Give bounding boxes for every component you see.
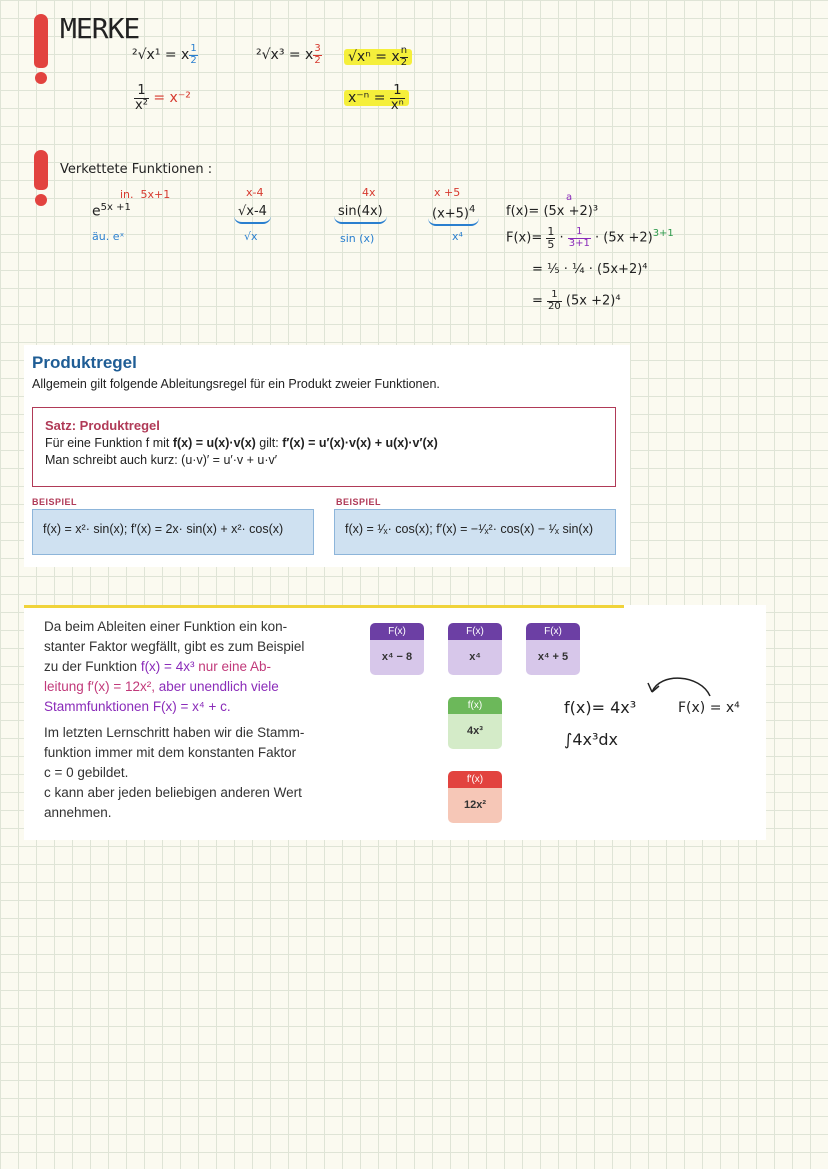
sin-inner-label: 4x [362, 186, 376, 199]
stammfunktion-card [24, 605, 766, 840]
exclamation-icon [32, 150, 50, 206]
e-expression: $e^{5x +1}$ [92, 202, 131, 220]
formula-root-1: ²√x¹ = x $\frac{1}{2}$ [132, 43, 197, 66]
highlight-line [24, 605, 624, 608]
verkettet-title: Verkettete Funktionen : [60, 162, 213, 177]
power-outer-label: x⁴ [452, 230, 463, 243]
satz-line-2: Man schreibt auch kurz: (u·v)′ = u′·v + u·v′ [45, 453, 278, 467]
satz-title: Satz: Produktregel [45, 418, 160, 433]
stammfunktion-card-1: F(x) x⁴ − 8 [370, 623, 424, 675]
paragraph-1: Da beim Ableiten einer Funktion ein kon- stanter Faktor wegfällt, gibt es zum Beispiel zu der Funktion f(x) = 4x³ nur eine Ab- leitung f′(x) = 12x², aber unendlich viele Stammfunktionen F(x) = x⁴ + c. [44, 619, 305, 714]
produktregel-intro: Allgemein gilt folgende Ableitungsregel für ein Produkt zweier Funktionen. [32, 377, 440, 391]
sqrt-outer-label: √x [244, 230, 258, 243]
stammfunktion-card-2: F(x) x⁴ [448, 623, 502, 675]
function-card: f(x) 4x³ [448, 697, 502, 749]
sin-outer-label: sin (x) [340, 232, 375, 245]
calc-line-3: = ⅕ · ¼ · (5x+2)⁴ [532, 262, 648, 277]
calc-a-label: a [566, 192, 573, 203]
formula-root-2: ²√x³ = x $\frac{3}{2}$ [256, 43, 321, 66]
note-function: f(x)= 4x³ [564, 698, 637, 717]
produktregel-card [24, 345, 630, 567]
beispiel-box-1: f(x) = x²· sin(x); f′(x) = 2x· sin(x) + x²· cos(x) [32, 509, 314, 555]
satz-line-1: Für eine Funktion f mit f(x) = u(x)·v(x) gilt: f′(x) = u′(x)·v(x) + u(x)·v′(x) [45, 436, 438, 450]
sin-expression: sin(4x) [334, 204, 387, 224]
calc-line-1: f(x)= (5x +2)³ [506, 204, 599, 219]
formula-reciprocal-2: $\frac{1}{\text{x²}}$ = x⁻² [135, 83, 191, 113]
e-outer-label: äu. eˣ [92, 230, 125, 243]
satz-box [32, 407, 616, 487]
formula-root-n: √xⁿ = x $\frac{n}{2}$ [344, 46, 412, 68]
note-antiderivative: F(x) = x⁴ [678, 700, 740, 716]
derivative-card: f′(x) 12x² [448, 771, 502, 823]
merke-title: MERKE [60, 12, 140, 45]
stammfunktion-card-3: F(x) x⁴ + 5 [526, 623, 580, 675]
calc-line-4: = $\frac{1}{20}$ (5x +2)⁴ [532, 289, 621, 312]
sqrt-inner-label: x-4 [246, 186, 264, 199]
exclamation-icon [32, 14, 50, 84]
beispiel-label-1: BEISPIEL [32, 497, 78, 507]
power-inner-label: x +5 [434, 186, 461, 199]
formula-reciprocal-n: x⁻ⁿ = $\frac{1}{\text{xⁿ}}$ [344, 84, 409, 112]
paragraph-2: Im letzten Lernschritt haben wir die Stamm- funktion immer mit dem konstanten Faktor c = 0 gebildet. c kann aber jeden beliebigen anderen Wert annehmen. [44, 725, 305, 820]
calc-line-2: F(x)= $\frac{1}{5}$ · $\frac{1}{3+1}$ · $(5x +2)^{3+1}$ [506, 225, 674, 251]
beispiel-label-2: BEISPIEL [336, 497, 382, 507]
produktregel-title: Produktregel [32, 353, 137, 372]
e-inner-label: in. 5x+1 [120, 188, 171, 201]
note-integral: ∫4x³dx [564, 730, 619, 749]
sqrt-expression: √x-4 [234, 204, 271, 224]
power-expression: $(x+5)^4$ [428, 204, 479, 226]
beispiel-box-2: f(x) = ¹⁄ₓ· cos(x); f′(x) = −¹⁄ₓ²· cos(x) − ¹⁄ₓ sin(x) [334, 509, 616, 555]
